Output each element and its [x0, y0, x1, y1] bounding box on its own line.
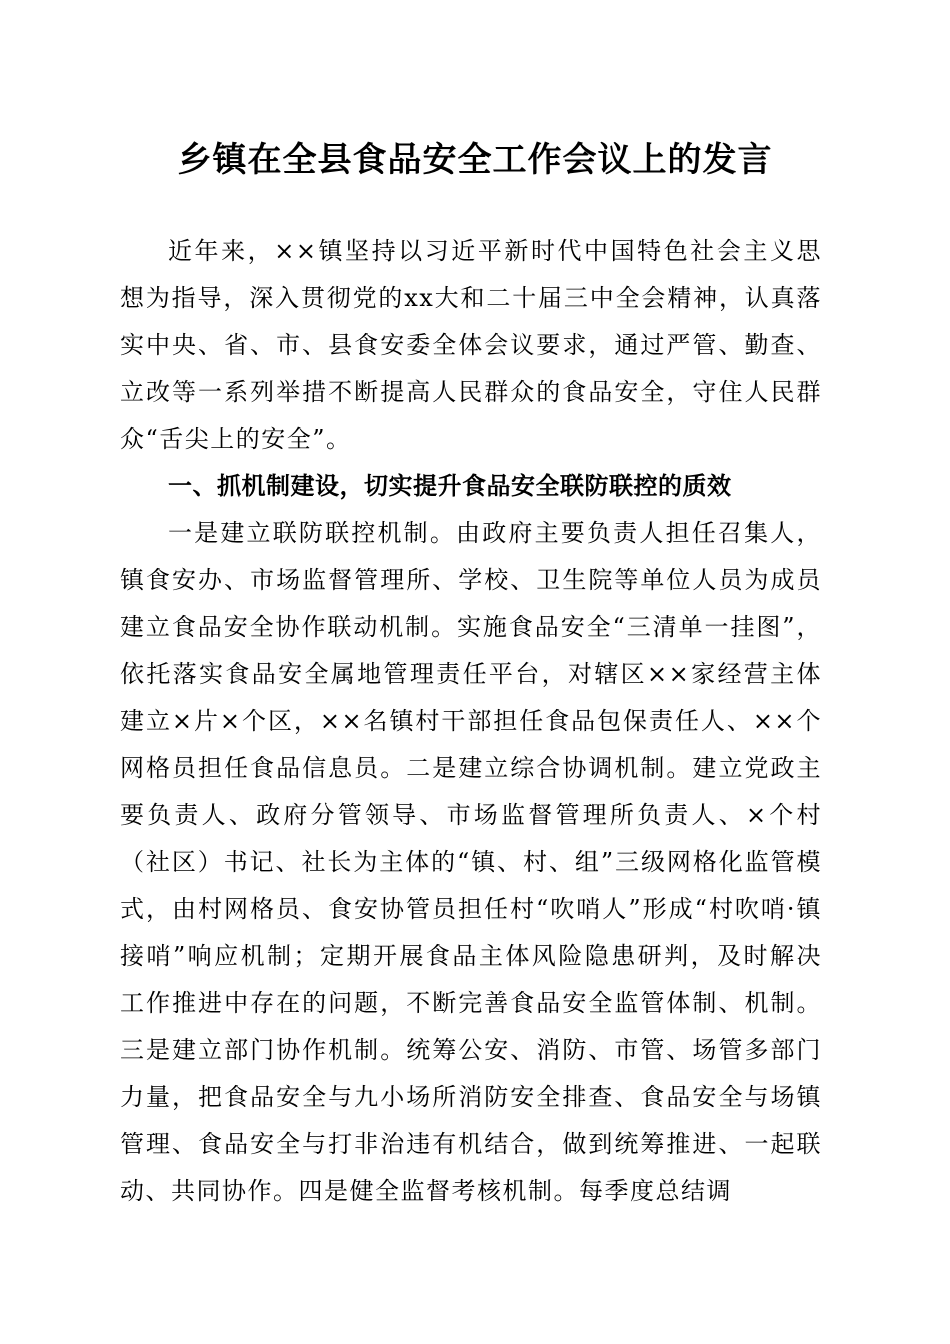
- document-title: 乡镇在全县食品安全工作会议上的发言: [177, 140, 773, 180]
- section-paragraph: 一是建立联防联控机制。由政府主要负责人担任召集人，镇食安办、市场监督管理所、学校、卫生院等单位人员为成员建立食品安全协作联动机制。实施食品安全“三清单一挂图”，依托落实食品安全属地管理责任平台，对辖区××家经营主体建立×片×个区，××名镇村干部担任食品包保责任人、××个网格员担任食品信息员。二是建立综合协调机制。建立党政主要负责人、政府分管领导、市场监督管理所负责人、×个村（社区）书记、社长为主体的“镇、村、组”三级网格化监管模式，由村网格员、食安协管员担任村“吹哨人”形成“村吹哨·镇接哨”响应机制；定期开展食品主体风险隐患研判，及时解决工作推进中存在的问题，不断完善食品安全监管体制、机制。三是建立部门协作机制。统筹公安、消防、市管、场管多部门力量，把食品安全与九小场所消防安全排查、食品安全与场镇管理、食品安全与打非治违有机结合，做到统筹推进、一起联动、共同协作。四是健全监督考核机制。每季度总结调: [120, 519, 822, 1205]
- section-heading: 一、抓机制建设，切实提升食品安全联防联控的质效: [168, 472, 732, 500]
- intro-paragraph: 近年来，××镇坚持以习近平新时代中国特色社会主义思想为指导，深入贯彻党的xx大和二十届三中全会精神，认真落实中央、省、市、县食安委全体会议要求，通过严管、勤查、立改等一系列举措不断提高人民群众的食品安全，守住人民群众“舌尖上的安全”。: [120, 237, 822, 453]
- document-body: [120, 228, 822, 1215]
